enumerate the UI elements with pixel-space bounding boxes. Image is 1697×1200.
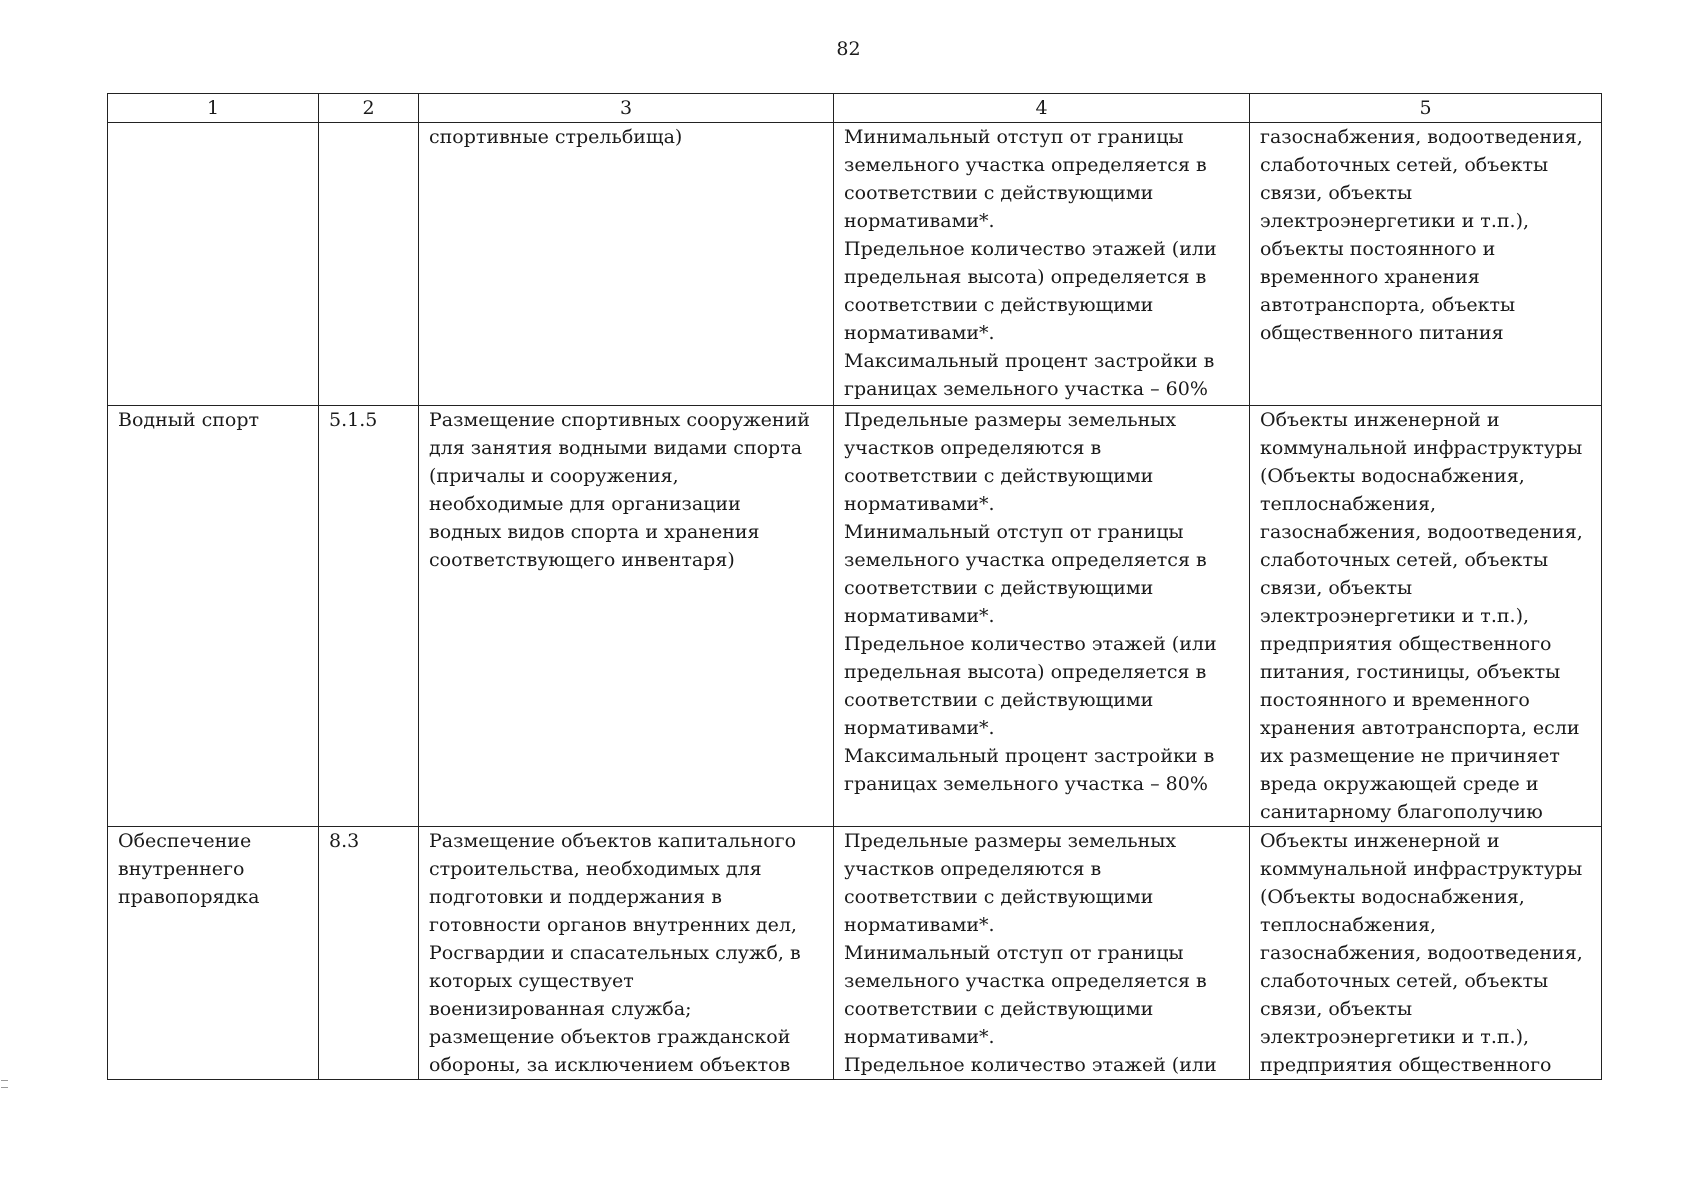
- table-row: [108, 827, 1602, 1080]
- table-header-row: [108, 94, 1602, 123]
- cell-text: 8.3: [329, 830, 360, 852]
- land-use-code-cell: [319, 406, 419, 827]
- land-use-name-cell: [108, 827, 319, 1080]
- column-header: 5: [1250, 94, 1602, 123]
- cell-text: Предельные размеры земельных участков определяются в соответствии с действующими нормативами*. Минимальный отступ от границы земельного участка определяется в соответствии с действующими нормативами*. Предельное количество этажей (или: [844, 830, 1217, 1076]
- column-header: 3: [419, 94, 834, 123]
- description-cell: [419, 827, 834, 1080]
- cell-text: Минимальный отступ от границы земельного участка определяется в соответствии с действующими нормативами*. Предельное количество этажей (или предельная высота) определяется в соответствии с действующими нормативами*. Максимальный процент застройки в границах земельного участка – 60%: [844, 126, 1217, 400]
- cell-text: Предельные размеры земельных участков определяются в соответствии с действующими нормативами*. Минимальный отступ от границы земельного участка определяется в соответствии с действующими нормативами*. Предельное количество этажей (или предельная высота) определяется в соответствии с действующими нормативами*. Максимальный процент застройки в границах земельного участка – 80%: [844, 409, 1217, 795]
- cell-text: Размещение спортивных сооружений для занятия водными видами спорта (причалы и сооружения, необходимые для организации водных видов спорта и хранения соответствующего инвентаря): [429, 409, 810, 571]
- parameters-cell: [834, 123, 1250, 406]
- land-use-name-cell: [108, 123, 319, 406]
- margin-scan-mark: [1, 1080, 8, 1088]
- auxiliary-uses-cell: [1250, 827, 1602, 1080]
- column-header: 1: [108, 94, 319, 123]
- land-use-code-cell: [319, 827, 419, 1080]
- page-number: 82: [836, 38, 861, 60]
- table-row: [108, 123, 1602, 406]
- land-use-table: [107, 93, 1602, 1080]
- parameters-cell: [834, 406, 1250, 827]
- column-header: 2: [319, 94, 419, 123]
- auxiliary-uses-cell: [1250, 406, 1602, 827]
- cell-text: 5.1.5: [329, 409, 378, 431]
- cell-text: Размещение объектов капитального строительства, необходимых для подготовки и поддержания в готовности органов внутренних дел, Росгвардии и спасательных служб, в которых существует военизированная служба; размещение объектов гражданской обороны, за исключением объектов: [429, 830, 801, 1076]
- parameters-cell: [834, 827, 1250, 1080]
- column-header: 4: [834, 94, 1250, 123]
- cell-text: газоснабжения, водоотведения, слаботочных сетей, объекты связи, объекты электроэнергетики и т.п.), объекты постоянного и временного хранения автотранспорта, объекты общественного питания: [1260, 126, 1583, 344]
- auxiliary-uses-cell: [1250, 123, 1602, 406]
- table-row: [108, 406, 1602, 827]
- land-use-name-cell: [108, 406, 319, 827]
- cell-text: Объекты инженерной и коммунальной инфраструктуры (Объекты водоснабжения, теплоснабжения, газоснабжения, водоотведения, слаботочных сетей, объекты связи, объекты электроэнергетики и т.п.), предприятия общественного питания, гостиницы, объекты постоянного и временного хранения автотранспорта, если их размещение не причиняет вреда окружающей среде и санитарному благополучию: [1260, 409, 1583, 823]
- cell-text: Обеспечение внутреннего правопорядка: [118, 830, 260, 908]
- cell-text: Водный спорт: [118, 409, 260, 431]
- description-cell: [419, 123, 834, 406]
- cell-text: Объекты инженерной и коммунальной инфраструктуры (Объекты водоснабжения, теплоснабжения, газоснабжения, водоотведения, слаботочных сетей, объекты связи, объекты электроэнергетики и т.п.), предприятия общественного: [1260, 830, 1583, 1076]
- cell-text: спортивные стрельбища): [429, 126, 683, 148]
- description-cell: [419, 406, 834, 827]
- land-use-code-cell: [319, 123, 419, 406]
